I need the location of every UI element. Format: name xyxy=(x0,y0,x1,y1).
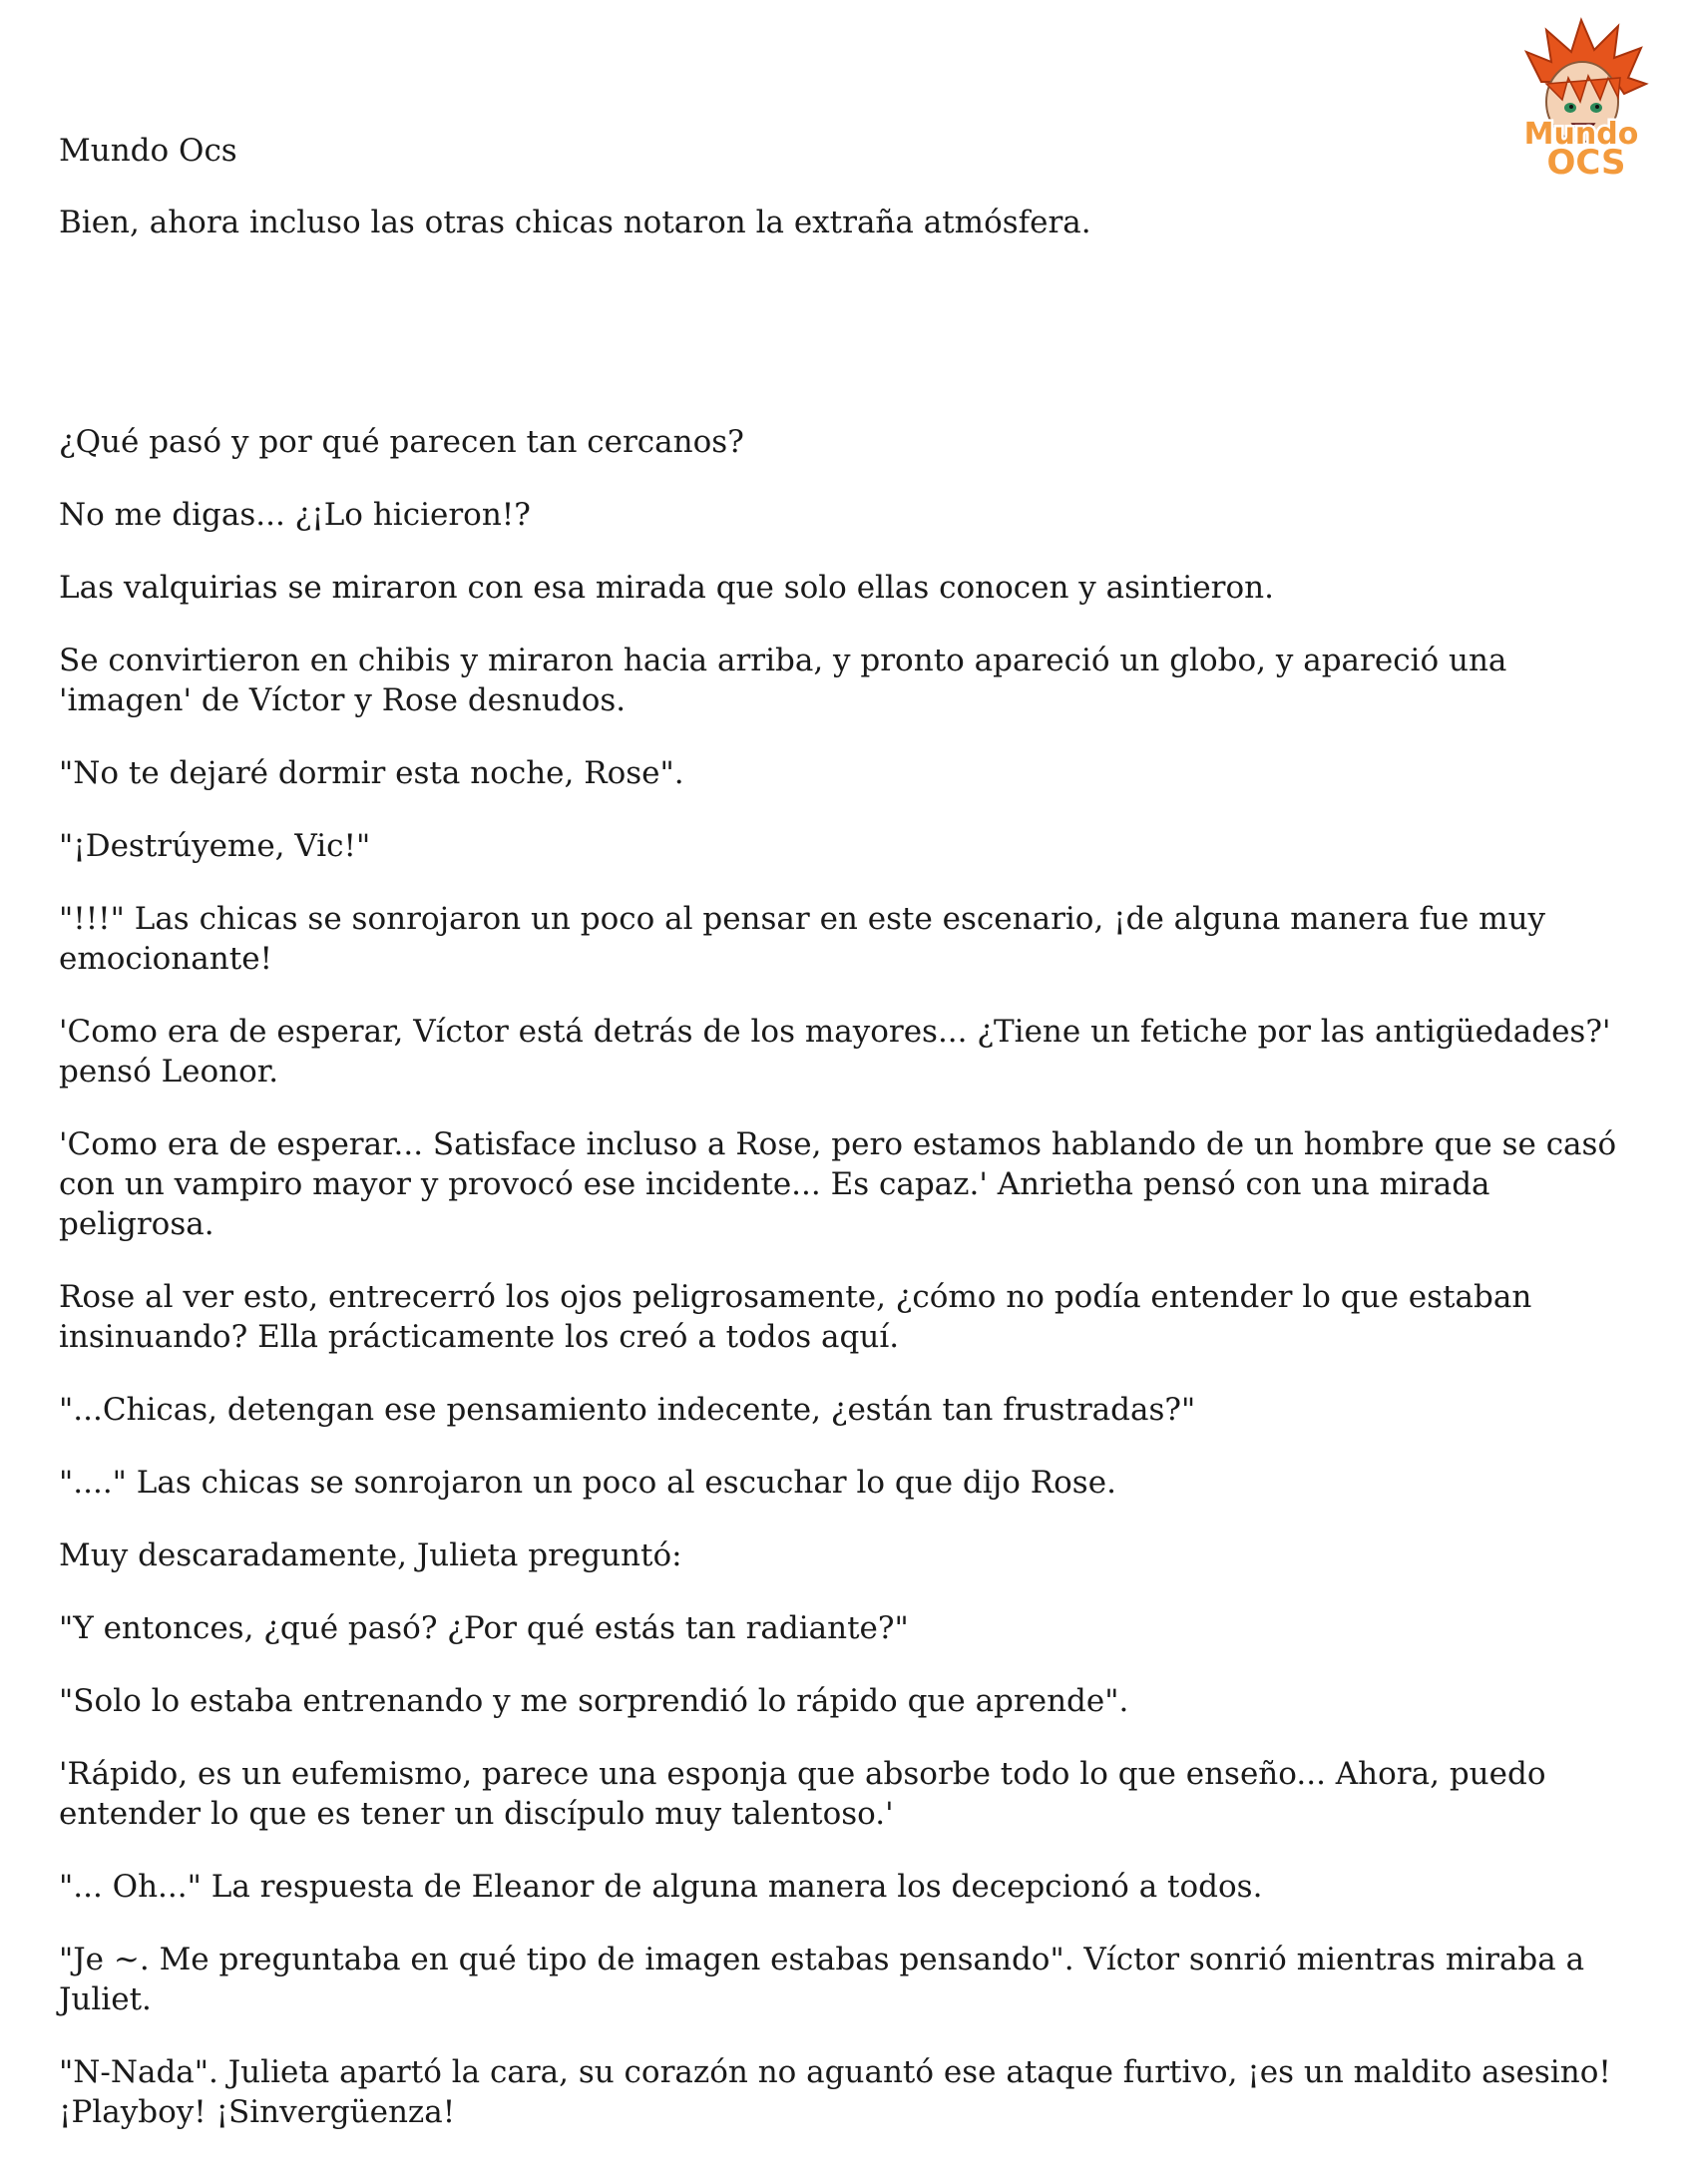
paragraph: "!!!" Las chicas se sonrojaron un poco al pensar en este escenario, ¡de alguna manera fue muy emocionante! xyxy=(59,901,1546,977)
paragraph: "N-Nada". Julieta apartó la cara, su corazón no aguantó ese ataque furtivo, ¡es un maldito asesino! ¡Playboy! ¡Sinvergüenza! xyxy=(59,2054,1611,2130)
mundo-ocs-logo-icon xyxy=(1496,12,1666,182)
svg-text:OCS: OCS xyxy=(1546,143,1626,182)
paragraph: 'Como era de esperar... Satisface incluso a Rose, pero estamos hablando de un hombre que se casó con un vampiro mayor y provocó ese incidente... Es capaz.' Anrietha pensó con una mirada peligrosa. xyxy=(59,1126,1617,1242)
paragraph: Muy descaradamente, Julieta preguntó: xyxy=(59,1537,682,1573)
paragraph: Rose al ver esto, entrecerró los ojos peligrosamente, ¿cómo no podía entender lo que estaban insinuando? Ella prácticamente los creó a todos aquí. xyxy=(59,1279,1532,1355)
paragraph: "¡Destrúyeme, Vic!" xyxy=(59,828,371,864)
paragraph: No me digas... ¿¡Lo hicieron!? xyxy=(59,497,531,533)
paragraph: 'Rápido, es un eufemismo, parece una esponja que absorbe todo lo que enseño... Ahora, puedo entender lo que es tener un discípulo muy talentoso.' xyxy=(59,1756,1546,1832)
paragraph: "Je ~. Me preguntaba en qué tipo de imagen estabas pensando". Víctor sonrió mientras miraba a Juliet. xyxy=(59,1942,1585,2017)
paragraph: Bien, ahora incluso las otras chicas notaron la extraña atmósfera. xyxy=(59,205,1091,240)
paragraph: "No te dejaré dormir esta noche, Rose". xyxy=(59,755,684,791)
svg-text:Mundo: Mundo xyxy=(1523,117,1639,152)
paragraph: "... Oh..." La respuesta de Eleanor de alguna manera los decepcionó a todos. xyxy=(59,1869,1263,1905)
document-header: Mundo Ocs xyxy=(59,133,237,169)
paragraph: Las valquirias se miraron con esa mirada que solo ellas conocen y asintieron. xyxy=(59,570,1274,606)
paragraph: 'Como era de esperar, Víctor está detrás de los mayores... ¿Tiene un fetiche por las antigüedades?' pensó Leonor. xyxy=(59,1014,1611,1090)
paragraph: "Y entonces, ¿qué pasó? ¿Por qué estás tan radiante?" xyxy=(59,1610,909,1646)
paragraph: "Solo lo estaba entrenando y me sorprendió lo rápido que aprende". xyxy=(59,1683,1129,1719)
paragraph: Se convirtieron en chibis y miraron hacia arriba, y pronto apareció un globo, y apareció una 'imagen' de Víctor y Rose desnudos. xyxy=(59,643,1507,718)
paragraph: "...Chicas, detengan ese pensamiento indecente, ¿están tan frustradas?" xyxy=(59,1392,1196,1428)
document-body xyxy=(59,203,1645,2165)
paragraph: ¿Qué pasó y por qué parecen tan cercanos? xyxy=(59,424,744,460)
paragraph: "...." Las chicas se sonrojaron un poco al escuchar lo que dijo Rose. xyxy=(59,1465,1116,1501)
